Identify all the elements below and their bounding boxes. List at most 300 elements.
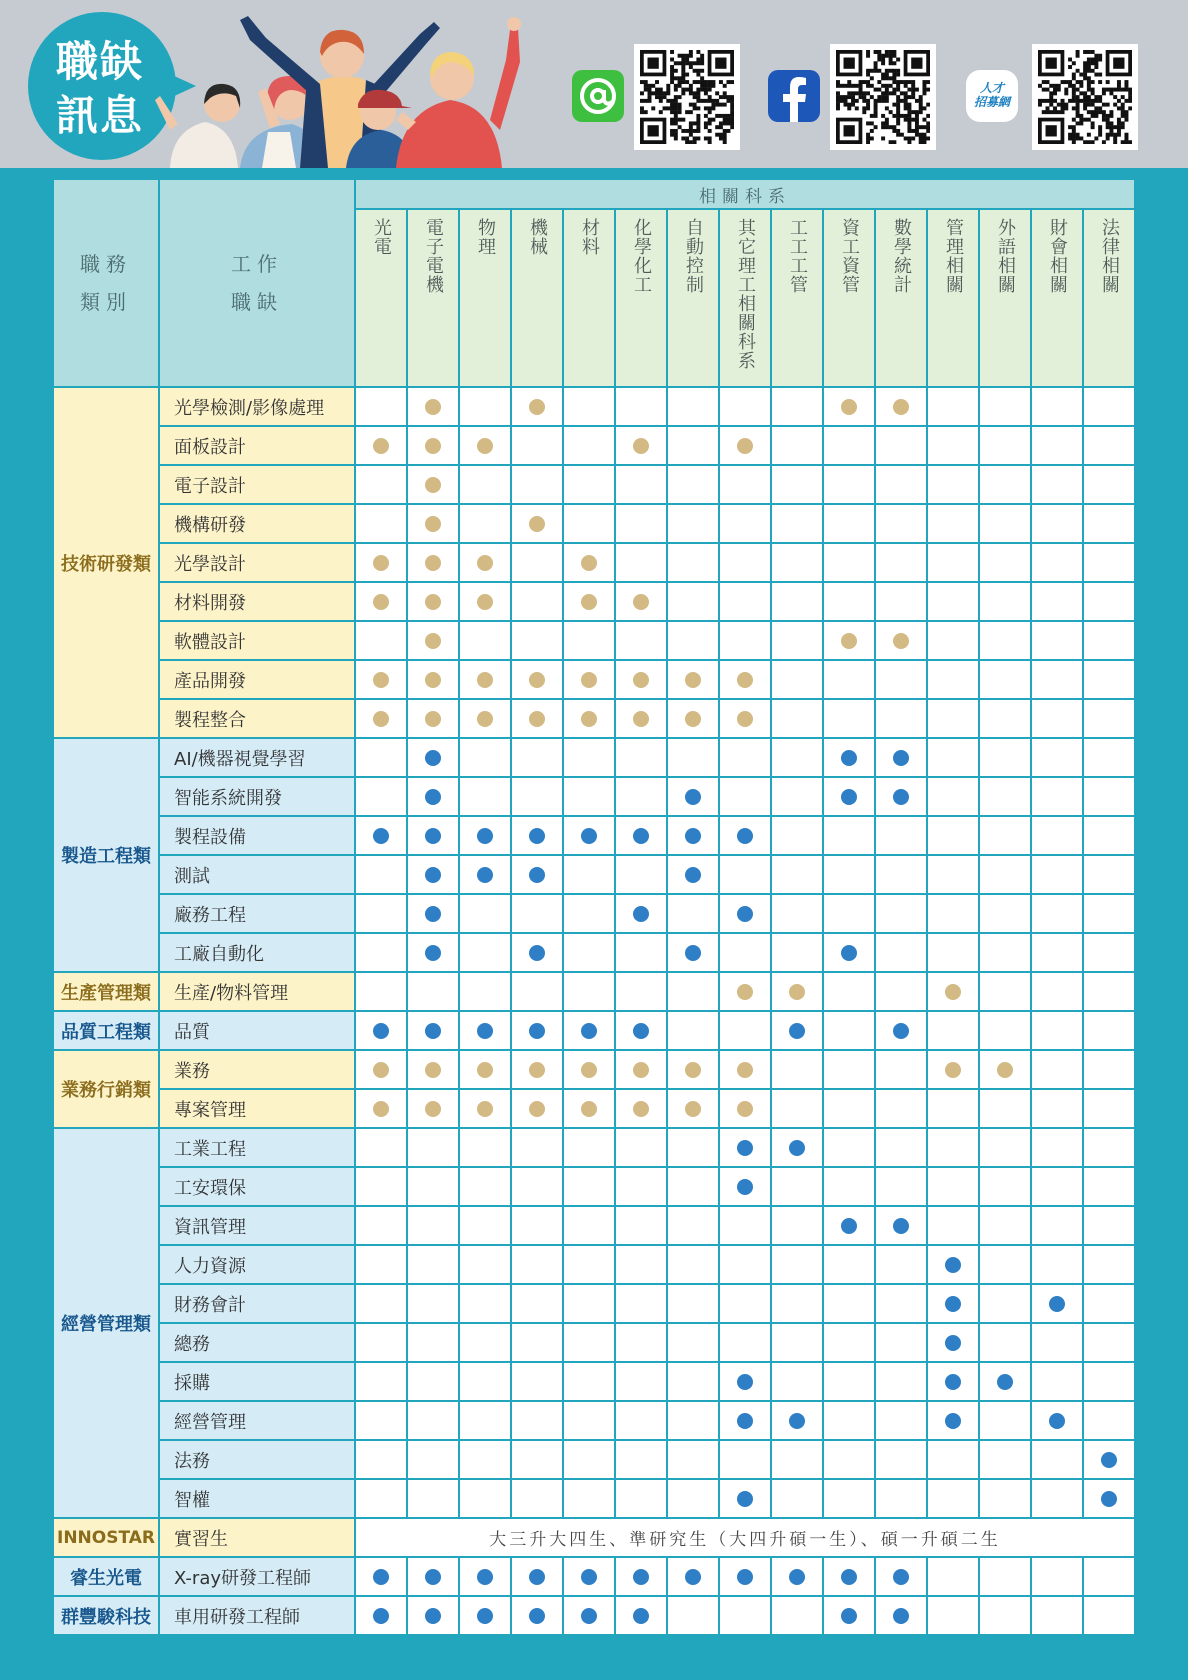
department-cell: [720, 505, 770, 542]
match-dot: [581, 1062, 597, 1078]
department-cell: [824, 817, 874, 854]
department-cell: [564, 661, 614, 698]
department-cell: [668, 466, 718, 503]
department-cell: [1084, 1324, 1134, 1361]
department-cell: [980, 661, 1030, 698]
department-cell: [720, 544, 770, 581]
job-header: [160, 180, 354, 386]
department-cell: [616, 700, 666, 737]
department-cell: [460, 778, 510, 815]
match-dot: [737, 984, 753, 1000]
department-cell: [564, 1090, 614, 1127]
job-cell: [160, 1129, 354, 1166]
at-sign-icon[interactable]: [572, 70, 624, 122]
match-dot: [945, 1335, 961, 1351]
department-cell: [928, 1246, 978, 1283]
department-cell: [720, 661, 770, 698]
match-dot: [477, 1023, 493, 1039]
department-cell: [1084, 388, 1134, 425]
department-cell: [512, 661, 562, 698]
department-cell: [980, 1090, 1030, 1127]
department-cell: [720, 973, 770, 1010]
department-cell: [668, 388, 718, 425]
department-header: [928, 210, 978, 386]
match-dot: [841, 633, 857, 649]
department-cell: [616, 1168, 666, 1205]
department-cell: [1032, 1090, 1082, 1127]
department-cell: [928, 1363, 978, 1400]
department-cell: [980, 1207, 1030, 1244]
job-label: 測試: [174, 865, 210, 887]
department-cell: [876, 1597, 926, 1634]
match-dot: [841, 1608, 857, 1624]
department-cell: [668, 1285, 718, 1322]
department-cell: [928, 895, 978, 932]
department-cell: [356, 856, 406, 893]
department-cell: [720, 1285, 770, 1322]
match-dot: [685, 1101, 701, 1117]
talent-site-icon[interactable]: [966, 70, 1018, 122]
department-cell: [824, 388, 874, 425]
department-cell: [772, 583, 822, 620]
match-dot: [425, 1569, 441, 1585]
department-cell: [356, 1441, 406, 1478]
department-cell: [512, 427, 562, 464]
department-cell: [928, 1090, 978, 1127]
department-cell: [1084, 661, 1134, 698]
department-cell: [408, 1051, 458, 1088]
department-cell: [668, 427, 718, 464]
department-cell: [460, 934, 510, 971]
department-cell: [1084, 1051, 1134, 1088]
department-cell: [460, 466, 510, 503]
department-cell: [616, 622, 666, 659]
department-cell: [356, 388, 406, 425]
department-cell: [408, 973, 458, 1010]
department-cell: [564, 427, 614, 464]
match-dot: [841, 1218, 857, 1234]
department-cell: [720, 895, 770, 932]
job-cell: [160, 1207, 354, 1244]
department-cell: [876, 1285, 926, 1322]
department-cell: [616, 1597, 666, 1634]
match-dot: [373, 828, 389, 844]
match-dot: [425, 828, 441, 844]
department-cell: [512, 1090, 562, 1127]
department-cell: [408, 1246, 458, 1283]
match-dot: [529, 399, 545, 415]
job-cell: [160, 661, 354, 698]
department-cell: [356, 661, 406, 698]
department-cell: [356, 1168, 406, 1205]
department-cell: [460, 700, 510, 737]
department-cell: [720, 1051, 770, 1088]
department-cell: [720, 1363, 770, 1400]
department-cell: [928, 1324, 978, 1361]
department-cell: [876, 1207, 926, 1244]
match-dot: [1101, 1452, 1117, 1468]
department-label: 管理相關: [943, 218, 964, 294]
department-cell: [980, 1168, 1030, 1205]
department-cell: [564, 1246, 614, 1283]
department-label: 機械: [527, 218, 548, 256]
department-cell: [564, 778, 614, 815]
department-cell: [408, 505, 458, 542]
department-cell: [512, 1402, 562, 1439]
match-dot: [425, 711, 441, 727]
department-cell: [1084, 1441, 1134, 1478]
department-cell: [408, 1207, 458, 1244]
department-cell: [460, 583, 510, 620]
department-cell: [408, 856, 458, 893]
match-dot: [477, 555, 493, 571]
match-dot: [893, 399, 909, 415]
match-dot: [425, 399, 441, 415]
job-openings-table: [54, 180, 1134, 1648]
department-cell: [408, 1090, 458, 1127]
job-label: 品質: [174, 1021, 210, 1043]
department-cell: [1084, 1129, 1134, 1166]
department-cell: [460, 622, 510, 659]
match-dot: [581, 828, 597, 844]
job-cell: [160, 1597, 354, 1634]
department-cell: [1032, 661, 1082, 698]
department-cell: [616, 1480, 666, 1517]
department-cell: [668, 895, 718, 932]
department-cell: [824, 1051, 874, 1088]
department-cell: [720, 1207, 770, 1244]
category-cell: [54, 1519, 158, 1556]
department-cell: [460, 739, 510, 776]
department-cell: [408, 583, 458, 620]
department-cell: [408, 1480, 458, 1517]
match-dot: [841, 789, 857, 805]
match-dot: [945, 1374, 961, 1390]
match-dot: [685, 945, 701, 961]
match-dot: [1101, 1491, 1117, 1507]
department-cell: [564, 1129, 614, 1166]
match-dot: [529, 1062, 545, 1078]
category-cell: [54, 388, 158, 737]
department-cell: [1084, 622, 1134, 659]
department-cell: [1084, 739, 1134, 776]
match-dot: [893, 1569, 909, 1585]
department-cell: [1032, 1363, 1082, 1400]
match-dot: [633, 1062, 649, 1078]
department-cell: [512, 1207, 562, 1244]
department-cell: [772, 466, 822, 503]
department-cell: [356, 1012, 406, 1049]
match-dot: [581, 672, 597, 688]
department-header: [668, 210, 718, 386]
department-label: 法律相關: [1099, 218, 1120, 294]
job-cell: [160, 934, 354, 971]
department-cell: [876, 427, 926, 464]
category-label: 群豐駿科技: [61, 1606, 151, 1628]
match-dot: [425, 516, 441, 532]
department-header: [1084, 210, 1134, 386]
department-label: 物理: [475, 218, 496, 256]
department-cell: [720, 1246, 770, 1283]
department-cell: [876, 1090, 926, 1127]
match-dot: [633, 906, 649, 922]
department-cell: [512, 388, 562, 425]
department-cell: [512, 1324, 562, 1361]
department-cell: [928, 739, 978, 776]
department-cell: [980, 1012, 1030, 1049]
department-cell: [720, 1402, 770, 1439]
category-header: [54, 180, 158, 386]
department-label: 外語相關: [995, 218, 1016, 294]
match-dot: [529, 1569, 545, 1585]
department-cell: [356, 817, 406, 854]
department-cell: [408, 622, 458, 659]
category-cell: [54, 973, 158, 1010]
department-cell: [824, 1324, 874, 1361]
match-dot: [685, 828, 701, 844]
department-cell: [772, 388, 822, 425]
department-cell: [980, 622, 1030, 659]
department-cell: [460, 1129, 510, 1166]
job-label: 面板設計: [174, 436, 246, 458]
department-cell: [512, 895, 562, 932]
match-dot: [737, 672, 753, 688]
job-cell: [160, 1519, 354, 1556]
department-cell: [876, 661, 926, 698]
department-cell: [772, 1441, 822, 1478]
department-cell: [408, 817, 458, 854]
department-cell: [876, 895, 926, 932]
category-cell: [54, 1558, 158, 1595]
department-cell: [356, 1402, 406, 1439]
department-cell: [616, 739, 666, 776]
department-cell: [1032, 778, 1082, 815]
match-dot: [685, 711, 701, 727]
job-label: 資訊管理: [174, 1216, 246, 1238]
department-cell: [408, 934, 458, 971]
line-qr-code[interactable]: [634, 44, 740, 150]
department-cell: [512, 739, 562, 776]
department-cell: [824, 778, 874, 815]
job-cell: [160, 1012, 354, 1049]
department-cell: [460, 1441, 510, 1478]
department-cell: [980, 739, 1030, 776]
department-cell: [668, 1129, 718, 1166]
department-cell: [668, 1480, 718, 1517]
department-cell: [876, 778, 926, 815]
department-cell: [876, 1480, 926, 1517]
department-cell: [772, 505, 822, 542]
department-cell: [1084, 1285, 1134, 1322]
match-dot: [685, 1062, 701, 1078]
match-dot: [425, 555, 441, 571]
department-cell: [1032, 1597, 1082, 1634]
department-cell: [1084, 1168, 1134, 1205]
category-label: 睿生光電: [70, 1567, 142, 1589]
department-cell: [512, 778, 562, 815]
department-cell: [772, 1051, 822, 1088]
department-cell: [564, 1597, 614, 1634]
match-dot: [737, 1569, 753, 1585]
match-dot: [373, 594, 389, 610]
match-dot: [581, 1101, 597, 1117]
talent-site-qr-code[interactable]: [1032, 44, 1138, 150]
department-cell: [720, 427, 770, 464]
department-cell: [928, 466, 978, 503]
department-cell: [616, 817, 666, 854]
match-dot: [425, 906, 441, 922]
department-cell: [616, 1012, 666, 1049]
department-cell: [928, 700, 978, 737]
match-dot: [945, 1413, 961, 1429]
job-cell: [160, 466, 354, 503]
department-cell: [824, 1090, 874, 1127]
job-cell: [160, 817, 354, 854]
department-cell: [824, 1168, 874, 1205]
department-cell: [512, 622, 562, 659]
job-cell: [160, 895, 354, 932]
department-cell: [668, 1441, 718, 1478]
department-cell: [824, 700, 874, 737]
match-dot: [893, 633, 909, 649]
match-dot: [529, 1023, 545, 1039]
department-cell: [460, 1558, 510, 1595]
job-label: 生產/物料管理: [174, 982, 289, 1004]
departments-header-label: 相關科系: [699, 186, 791, 207]
match-dot: [425, 1101, 441, 1117]
department-cell: [876, 739, 926, 776]
department-cell: [1084, 505, 1134, 542]
match-dot: [425, 945, 441, 961]
department-cell: [928, 1558, 978, 1595]
match-dot: [893, 1608, 909, 1624]
department-cell: [668, 505, 718, 542]
department-cell: [772, 1480, 822, 1517]
department-cell: [616, 1324, 666, 1361]
job-cell: [160, 1324, 354, 1361]
department-cell: [980, 700, 1030, 737]
department-cell: [408, 700, 458, 737]
match-dot: [477, 1608, 493, 1624]
department-cell: [616, 1129, 666, 1166]
match-dot: [477, 1101, 493, 1117]
department-cell: [824, 427, 874, 464]
department-cell: [824, 1129, 874, 1166]
match-dot: [633, 438, 649, 454]
department-cell: [668, 583, 718, 620]
department-cell: [668, 739, 718, 776]
match-dot: [789, 1569, 805, 1585]
department-cell: [564, 583, 614, 620]
department-cell: [512, 1480, 562, 1517]
match-dot: [581, 555, 597, 571]
department-cell: [408, 388, 458, 425]
facebook-qr-code[interactable]: [830, 44, 936, 150]
department-cell: [356, 622, 406, 659]
category-header-label: 職務 類別: [80, 252, 132, 314]
department-label: 化學化工: [631, 218, 652, 294]
department-cell: [356, 700, 406, 737]
department-cell: [616, 505, 666, 542]
department-cell: [356, 1285, 406, 1322]
department-cell: [1032, 505, 1082, 542]
department-cell: [564, 973, 614, 1010]
department-cell: [980, 895, 1030, 932]
department-cell: [356, 1051, 406, 1088]
department-cell: [616, 544, 666, 581]
department-cell: [824, 739, 874, 776]
department-cell: [720, 739, 770, 776]
department-header: [720, 210, 770, 386]
department-cell: [928, 1480, 978, 1517]
match-dot: [737, 1491, 753, 1507]
department-cell: [980, 1051, 1030, 1088]
department-cell: [668, 778, 718, 815]
department-cell: [564, 895, 614, 932]
department-cell: [668, 1207, 718, 1244]
department-cell: [824, 856, 874, 893]
match-dot: [373, 711, 389, 727]
job-cell: [160, 1285, 354, 1322]
match-dot: [893, 1218, 909, 1234]
department-cell: [356, 1363, 406, 1400]
category-cell: [54, 1012, 158, 1049]
department-cell: [460, 544, 510, 581]
category-cell: [54, 739, 158, 971]
department-cell: [1084, 1402, 1134, 1439]
job-label: 製程整合: [174, 709, 246, 731]
job-cell: [160, 505, 354, 542]
department-cell: [408, 1597, 458, 1634]
department-cell: [460, 1168, 510, 1205]
department-cell: [1084, 856, 1134, 893]
facebook-icon[interactable]: [768, 70, 820, 122]
department-cell: [356, 778, 406, 815]
match-dot: [529, 711, 545, 727]
department-cell: [408, 1324, 458, 1361]
department-cell: [668, 856, 718, 893]
department-cell: [824, 1597, 874, 1634]
department-cell: [512, 1051, 562, 1088]
match-dot: [841, 945, 857, 961]
department-cell: [512, 466, 562, 503]
job-cell: [160, 622, 354, 659]
department-cell: [668, 544, 718, 581]
job-label: 電子設計: [174, 475, 246, 497]
department-cell: [1084, 895, 1134, 932]
match-dot: [425, 594, 441, 610]
department-cell: [408, 1168, 458, 1205]
match-dot: [789, 1140, 805, 1156]
department-cell: [356, 1207, 406, 1244]
department-cell: [980, 1402, 1030, 1439]
department-cell: [824, 895, 874, 932]
department-cell: [408, 1012, 458, 1049]
department-cell: [408, 895, 458, 932]
match-dot: [373, 1101, 389, 1117]
department-cell: [512, 1441, 562, 1478]
department-label: 資工資管: [839, 218, 860, 294]
department-cell: [772, 1285, 822, 1322]
department-cell: [980, 505, 1030, 542]
match-dot: [529, 672, 545, 688]
department-cell: [512, 1363, 562, 1400]
department-cell: [564, 1012, 614, 1049]
department-cell: [408, 661, 458, 698]
match-dot: [529, 867, 545, 883]
department-cell: [772, 622, 822, 659]
department-cell: [980, 817, 1030, 854]
